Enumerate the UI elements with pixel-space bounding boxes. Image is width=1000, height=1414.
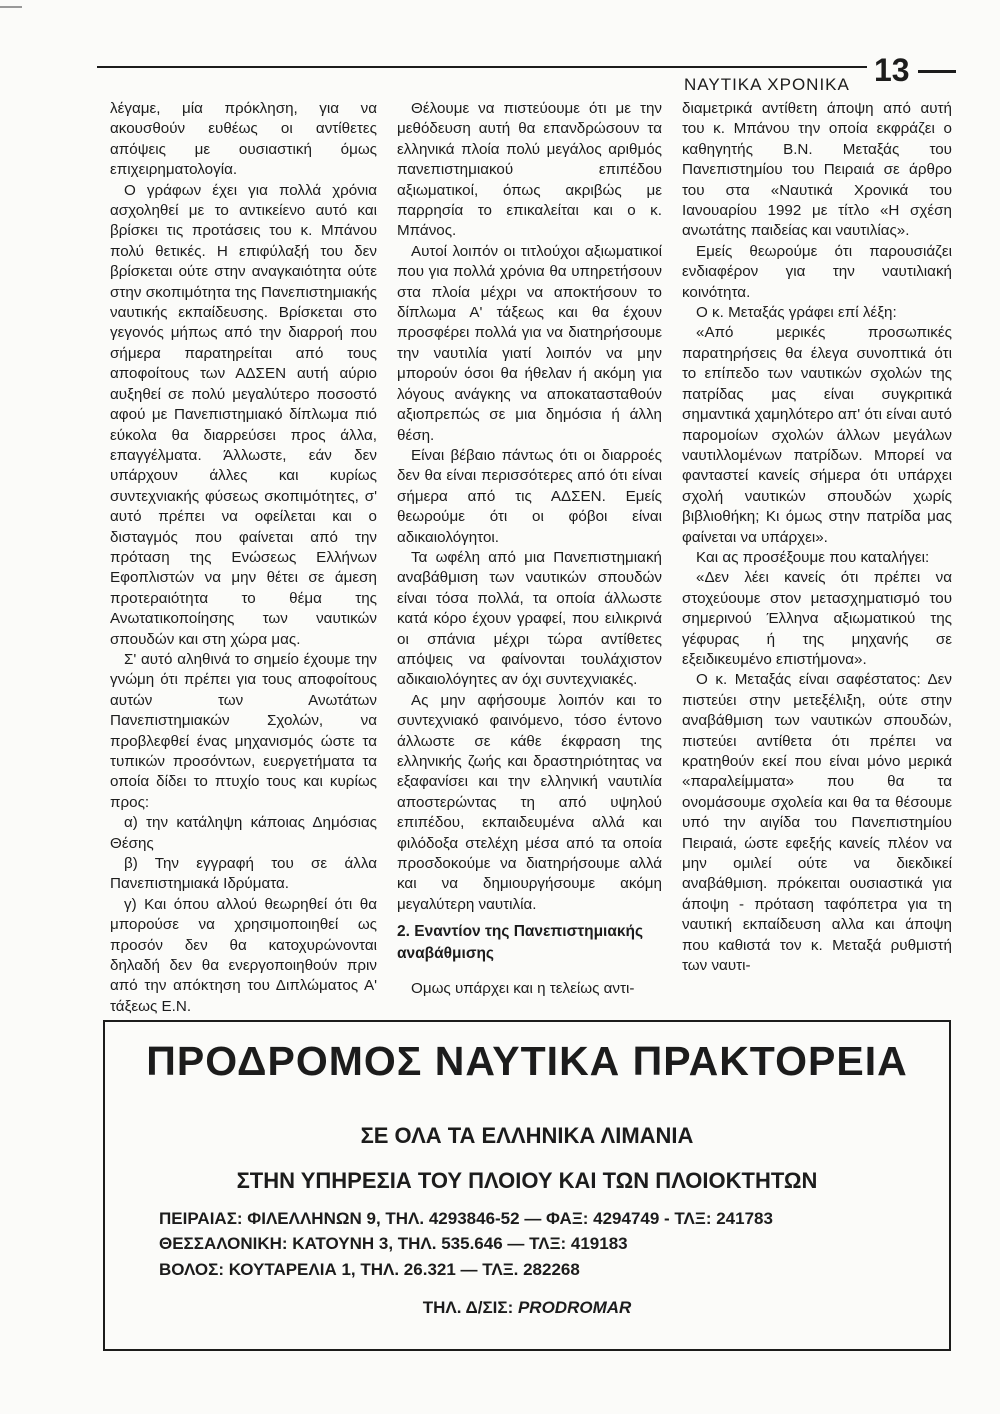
paragraph: Τα ωφέλη από μια Πανεπιστημιακή αναβάθμιση των ναυτικών σπουδών είναι τόσα πολλά, τα οποία άλλωστε κατά κόρο έχουν γραφεί, που ειλικρινά οι σπάνια μέχρι τώρα αντίθετες απόψεις να φαίνονται τουλάχιστον αδικαιολόγητες αν όχι συντεχνιακές. bbox=[397, 548, 662, 689]
telex-value: PRODROMAR bbox=[517, 1298, 632, 1317]
article-column-3 bbox=[682, 99, 952, 976]
paragraph: Εμείς θεωρούμε ότι παρουσιάζει ενδιαφέρον για την ναυτιλιακή κοινότητα. bbox=[682, 242, 952, 301]
paragraph: διαμετρικά αντίθετη άποψη από αυτή του κ. Μπάνου την οποία εκφράζει ο καθηγητής Β.Ν. Μεταξάς του Πανεπιστημίου του Πειραιά σε άρθρο του στα «Ναυτικά Χρονικά του Ιανουαρίου 1992 με τίτλο «Η σχέση ανωτάτης παιδείας και ναυτιλίας». bbox=[682, 100, 952, 240]
header-rule bbox=[97, 66, 867, 68]
magazine-title: ΝΑΥΤΙΚΑ ΧΡΟΝΙΚΑ bbox=[684, 75, 850, 94]
scan-corner-mark bbox=[0, 6, 22, 8]
paragraph: Αυτοί λοιπόν οι τιτλούχοι αξιωματικοί που για πολλά χρόνια θα υπηρετήσουν στα πλοία μέχρι να αποκτήσουν το δίπλωμα Α' τάξεως και θα έχουν προσφέρει πολλά για να διατηρήσουμε την ναυτιλία γιατί λοιπόν να μην μπορούν όσοι θα ήθελαν ή ακόμη για λόγους ανάγκης να αποκατασταθούν αξιοπρεπώς σε μια δημόσια ή άλλη θέση. bbox=[397, 242, 662, 444]
section-heading: 2. Εναντίον της Πανεπιστημιακής αναβάθμισης bbox=[397, 923, 644, 963]
advert-subtitle: ΣΕ ΟΛΑ ΤΑ ΕΛΛΗΝΙΚΑ ΛΙΜΑΝΙΑ bbox=[360, 1123, 694, 1148]
article-column-1 bbox=[110, 99, 377, 1017]
paragraph: Ας μην αφήσουμε λοιπόν και το συντεχνιακό φαινόμενο, τόσο έντονο άλλωστε σε κάθε έκφραση της ελληνικής ζωής και δραστηριότητας να εξαφανίσει και την ελληνική ναυτιλία αποστερώντας τη από υψηλού επιπέδου, εκπαιδευμένα αλλά και φιλόδοξα στελέχη μέσα από τα οποία προσδοκούμε να διατηρήσουμε αλλά και να δημιουργήσουμε ακόμη μεγαλύτερη ναυτιλία. bbox=[397, 691, 662, 913]
paragraph: Είναι βέβαιο πάντως ότι οι διαρροές δεν θα είναι περισσότερες από ότι είναι σήμερα από τις ΑΔΣΕΝ. Εμείς θεωρούμε ότι οι φόβοι είναι αδικαιολόγητοι. bbox=[397, 446, 662, 546]
paragraph: Ο κ. Μεταξάς γράφει επί λέξη: bbox=[696, 304, 897, 322]
advert-address-thessaloniki: ΘΕΣΣΑΛΟΝΙΚΗ: ΚΑΤΟΥΝΗ 3, ΤΗΛ. 535.646 — ΤΛΞ: 419183 bbox=[159, 1234, 628, 1253]
paragraph: Ο γράφων έχει για πολλά χρόνια ασχοληθεί με το αντικείενο αυτό και βρίσκει τις προτάσεις του κ. Μπάνου πολύ θετικές. Η επιφύλαξή του δεν βρίσκεται ούτε στην αναγκαιότητα ούτε στην σκοπιμότητα της Πανεπιστημιακής ναυτικής εκπαίδευσης. Βρίσκεται στο γεγονός μήπως από την διαρροή που σήμερα παρατηρείται από τους αποφοίτους των ΑΔΣΕΝ αυτή αύριο αυξηθεί σε πολύ μεγαλύτερο ποσοστό αφού με Πανεπιστημιακό δίπλωμα πιό εύκολα θα διαρρεύσει προς άλλα, επαγγέλματα. Άλλωστε, εάν δεν υπάρχουν άλλες και κυρίως συντεχνιακής φύσεως σκοπιμότητες, σ' αυτό πρέπει να οφείλεται και ο δισταγμός που φαίνεται από την πρόταση της Ενώσεως Ελλήνων Εφοπλιστών να μην θέτει σε άμεση προτεραιότητα το θέμα της Ανωτατικοποίησης των ναυτικών σπουδών και στη χώρα μας. bbox=[110, 181, 377, 648]
page-number-dash bbox=[918, 70, 956, 73]
advert-telex bbox=[105, 1298, 949, 1318]
advert-title: ΠΡΟΔΡΟΜΟΣ ΝΑΥΤΙΚΑ ΠΡΑΚΤΟΡΕΙΑ bbox=[146, 1038, 908, 1084]
paragraph: Και ας προσέξουμε που καταλήγει: bbox=[696, 548, 930, 566]
advertisement-box bbox=[103, 1020, 951, 1351]
quote: «Δεν λέει κανείς ότι πρέπει να στοχεύουμε στον μετασχηματισμό του σημερινού Έλληνα αξιωματικού της γέφυρας ή της μηχανής σε εξειδικευμένο επιστήμονα». bbox=[682, 569, 952, 668]
paragraph: Σ' αυτό αληθινά το σημείο έχουμε την γνώμη ότι πρέπει για τους αποφοίτους αυτών των Ανωτάτων Πανεπιστημιακών Σχολών, να προβλεφθεί ένας μηχανισμός ώστε τα τυπικών προσόντων, ευεργετήματα τα οποία δίδει το πτυχίο τους και κυρίως προς: bbox=[110, 650, 377, 811]
advert-address-volos: ΒΟΛΟΣ: ΚΟΥΤΑΡΕΛΙΑ 1, ΤΗΛ. 26.321 — ΤΛΞ. 282268 bbox=[159, 1260, 580, 1279]
paragraph: Ο κ. Μεταξάς είναι σαφέστατος: Δεν πιστεύει στην μετεξέλιξη, ούτε στην αναβάθμιση των ναυτικών σπουδών, πιστεύει αντίθετα ότι πρέπει να κρατηθούν εκεί που είναι μόνο μερικά «παραλείμματα» που θα τα ονομάσουμε σχολεία και θα τα θέσουμε υπό την αιγίδα του Πανεπιστημίου Πειραιά, ώστε εφεξής κανείς πλέον να μην ομιλεί ούτε να διεκδικεί αναβάθμιση. πρόκειται ουσιαστικά για άποψη - πρόταση ταφόπετρα για τη ναυτική εκπαίδευση αλλα και άποψη που καθιστά τον κ. Μεταξά ρυθμιστή των ναυτι- bbox=[682, 671, 952, 975]
advert-subtitle: ΣΤΗΝ ΥΠΗΡΕΣΙΑ ΤΟΥ ΠΛΟΙΟΥ ΚΑΙ ΤΩΝ ΠΛΟΙΟΚΤΗΤΩΝ bbox=[236, 1168, 818, 1193]
telex-label: ΤΗΛ. Δ/ΣΙΣ: bbox=[422, 1298, 514, 1317]
page-number: 13 bbox=[874, 52, 910, 88]
paragraph: λέγαμε, μία πρόκληση, για να ακουσθούν ευθέως οι αντίθετες απόψεις με ουσιαστική όμως επιχειρηματολογία. bbox=[110, 100, 377, 179]
advert-address-piraeus: ΠΕΙΡΑΙΑΣ: ΦΙΛΕΛΛΗΝΩΝ 9, ΤΗΛ. 4293846-52 — ΦΑΞ: 4294749 - ΤΛΞ: 241783 bbox=[159, 1209, 773, 1228]
list-item: α) την κατάληψη κάποιας Δημόσιας Θέσης bbox=[110, 814, 377, 852]
list-item: γ) Και όπου αλλού θεωρηθεί ότι θα μπορούσε να χρησιμοποιηθεί ως προσόν δεν θα κατοχυρώνονται δηλαδή δεν θα ενεργοποιηθούν πριν από την απόκτηση του Διπλώματος Α' τάξεως Ε.Ν. bbox=[110, 895, 377, 1015]
list-item: β) Την εγγραφή του σε άλλα Πανεπιστημιακά Ιδρύματα. bbox=[110, 855, 377, 893]
paragraph: Θέλουμε να πιστεύουμε ότι με την μεθόδευση αυτή θα επανδρώσουν τα ελληνικά πλοία πολύ μεγάλος αριθμός πανεπιστημιακού επιπέδου αξιωματικοί, όπως ακριβώς με παρρησία το επικαλείται και ο κ. Μπάνος. bbox=[397, 100, 662, 240]
quote: «Από μερικές προσωπικές παρατηρήσεις θα έλεγα συνοπτικά ότι το επίπεδο των ναυτικών σχολών της πατρίδας μας είναι συγκριτικά σημαντικά χαμηλότερο απ' ότι είναι αυτό παρομοίων σχολών άλλων μεγάλων ναυτιλλομένων πατρίδων. Μπορεί να φανταστεί κανείς σήμερα ότι υπάρχει σχολή ναυτικών σπουδών χωρίς βιβλιοθήκη; Κι όμως στην πατρίδα μας φαίνεται να υπάρχει». bbox=[682, 324, 952, 546]
article-column-2 bbox=[397, 99, 662, 1000]
paragraph: Ομως υπάρχει και η τελείως αντι- bbox=[411, 980, 635, 998]
